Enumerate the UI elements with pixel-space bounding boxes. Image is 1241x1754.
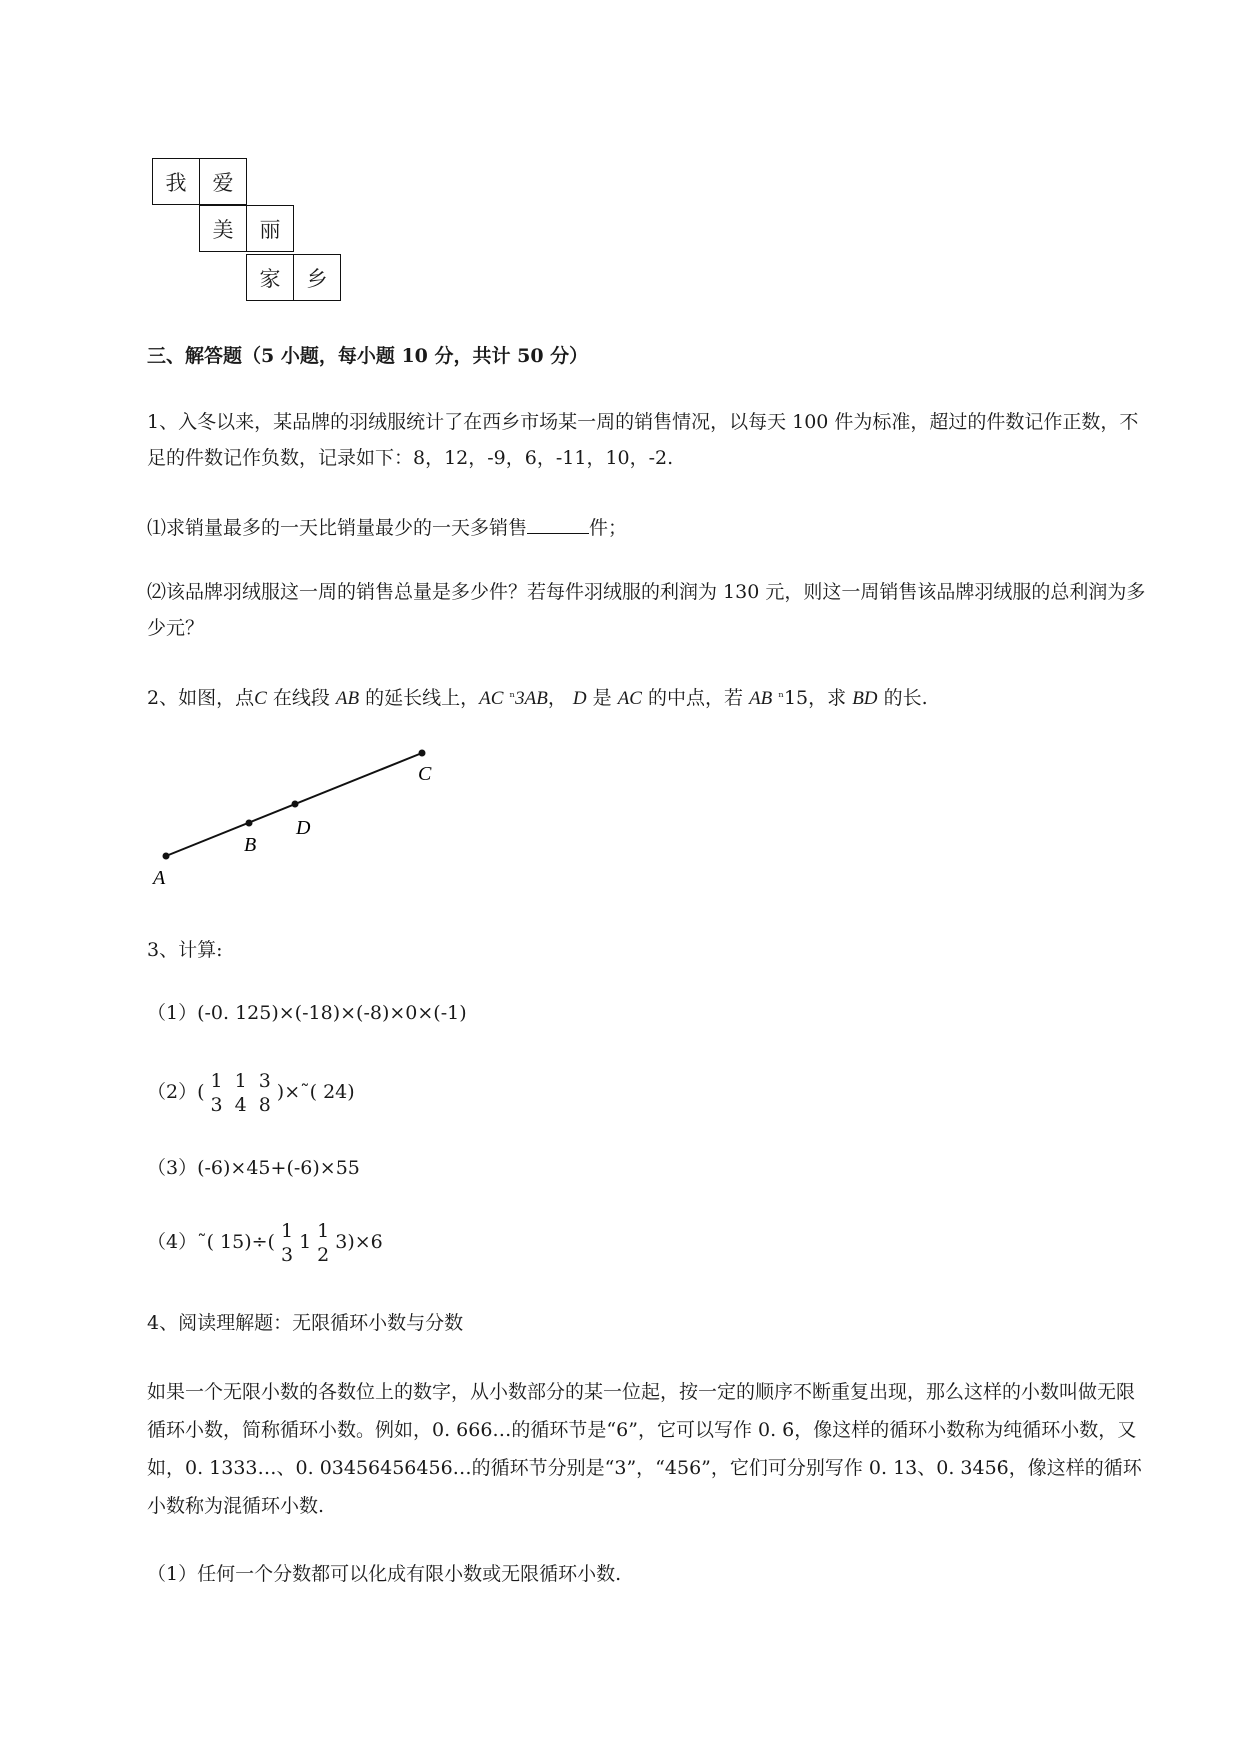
q3-part3: （3）(-6)×45+(-6)×55: [147, 1157, 360, 1179]
numerator: 1: [280, 1220, 294, 1242]
q1-part2: ⑵该品牌羽绒服这一周的销售总量是多少件？若每件羽绒服的利润为 130 元，则这一周销售该品牌羽绒服的总利润为多少元？: [147, 581, 1146, 639]
q1-part1: [147, 513, 1147, 542]
q2-symbol: ⁿ: [509, 690, 516, 705]
q1-text: 1、入冬以来，某品牌的羽绒服统计了在西乡市场某一周的销售情况，以每天 100 件为标准，超过的件数记作正数，不足的件数记作负数，记录如下：8，12，-9，6，-11，10，-2.: [147, 411, 1139, 469]
denominator: 4: [234, 1094, 247, 1116]
q2-seg: 的长.: [877, 687, 928, 709]
point-d: [292, 801, 299, 808]
segment-figure: [150, 740, 450, 900]
denominator: 3: [280, 1244, 294, 1266]
point-b: [246, 820, 253, 827]
q2-seg: 的延长线上，: [359, 687, 480, 709]
denominator: 3: [210, 1094, 223, 1116]
label-b: B: [244, 834, 257, 856]
q2-var: AC: [479, 688, 504, 709]
q3-part2-lead: （2）(: [147, 1081, 205, 1103]
denominator: 2: [317, 1244, 330, 1266]
q3-part4-lead: （4）˜( 15)÷(: [147, 1231, 275, 1253]
net-cell-5: 家: [246, 254, 294, 301]
fraction: [281, 1219, 293, 1267]
answer-blank: [527, 513, 589, 534]
q3-part2: [147, 1062, 1147, 1122]
net-cell-3: 美: [199, 205, 247, 252]
q2-seg: 是: [586, 687, 618, 709]
numerator: 1: [234, 1070, 247, 1092]
q2-text: [147, 684, 1147, 713]
q4-paragraph: 如果一个无限小数的各数位上的数字，从小数部分的某一位起，按一定的顺序不断重复出现，那么这样的小数叫做无限循环小数，简称循环小数。例如，0. 666…的循环节是“6”，它可以写作 0. 6̇，像这样的循环小数称为纯循环小数，又如，0. 1333…、0. 03456456456…的循环节分别是“3”，“456”，它们可分别写作 0. 13̇、0. 34̇56̇，像这样的循环小数称为混循环小数.: [147, 1381, 1142, 1517]
q2-var: C: [254, 688, 267, 709]
q4-part1: （1）任何一个分数都可以化成有限小数或无限循环小数.: [147, 1563, 622, 1585]
q2-seg: ，: [547, 687, 567, 709]
fraction: [259, 1069, 271, 1117]
label-d: D: [296, 817, 311, 839]
fraction: [211, 1069, 223, 1117]
q2-symbol: ⁿ: [778, 690, 784, 705]
net-cell-1: 我: [152, 158, 200, 205]
q3-part4: [147, 1212, 1147, 1272]
q2-var: D: [572, 688, 587, 709]
q2-seg: 15: [783, 687, 809, 709]
point-c: [419, 750, 426, 757]
q2-var: AC: [617, 688, 642, 709]
net-cell-6: 乡: [293, 254, 341, 301]
numerator: 3: [258, 1070, 271, 1092]
q2-var: 3AB: [515, 688, 548, 709]
fraction: [235, 1069, 247, 1117]
q1-part1-unit: 件；: [589, 517, 628, 539]
numerator: 1: [317, 1220, 330, 1242]
q2-seg: 2、如图，点: [147, 687, 255, 709]
q2-seg: ，求: [808, 687, 853, 709]
net-cell-2: 爱: [199, 158, 247, 205]
point-a: [163, 853, 170, 860]
label-c: C: [418, 763, 432, 785]
q3-part4-mid: 1: [299, 1231, 312, 1253]
q2-seg: 在线段: [266, 687, 336, 709]
denominator: 8: [258, 1094, 271, 1116]
q2-var: BD: [852, 688, 878, 709]
section-heading: 三、解答题（5 小题，每小题 10 分，共计 50 分）: [147, 345, 589, 367]
q1-part1-text: ⑴求销量最多的一天比销量最少的一天多销售: [147, 517, 528, 539]
label-a: A: [153, 867, 166, 889]
q2-var: AB: [335, 688, 360, 709]
q2-var: AB: [749, 688, 773, 709]
q3-part2-tail: )×˜( 24): [276, 1081, 355, 1103]
q2-seg: 的中点，若: [641, 687, 750, 709]
q3-part4-tail: 3)×6: [335, 1231, 383, 1253]
net-cell-4: 丽: [246, 205, 294, 252]
q3-part1: （1）(-0. 125)×(-18)×(-8)×0×(-1): [147, 1002, 467, 1024]
fraction: [317, 1219, 329, 1267]
q3-title: 3、计算:: [147, 939, 223, 961]
q4-title: 4、阅读理解题：无限循环小数与分数: [147, 1312, 464, 1334]
numerator: 1: [210, 1070, 223, 1092]
